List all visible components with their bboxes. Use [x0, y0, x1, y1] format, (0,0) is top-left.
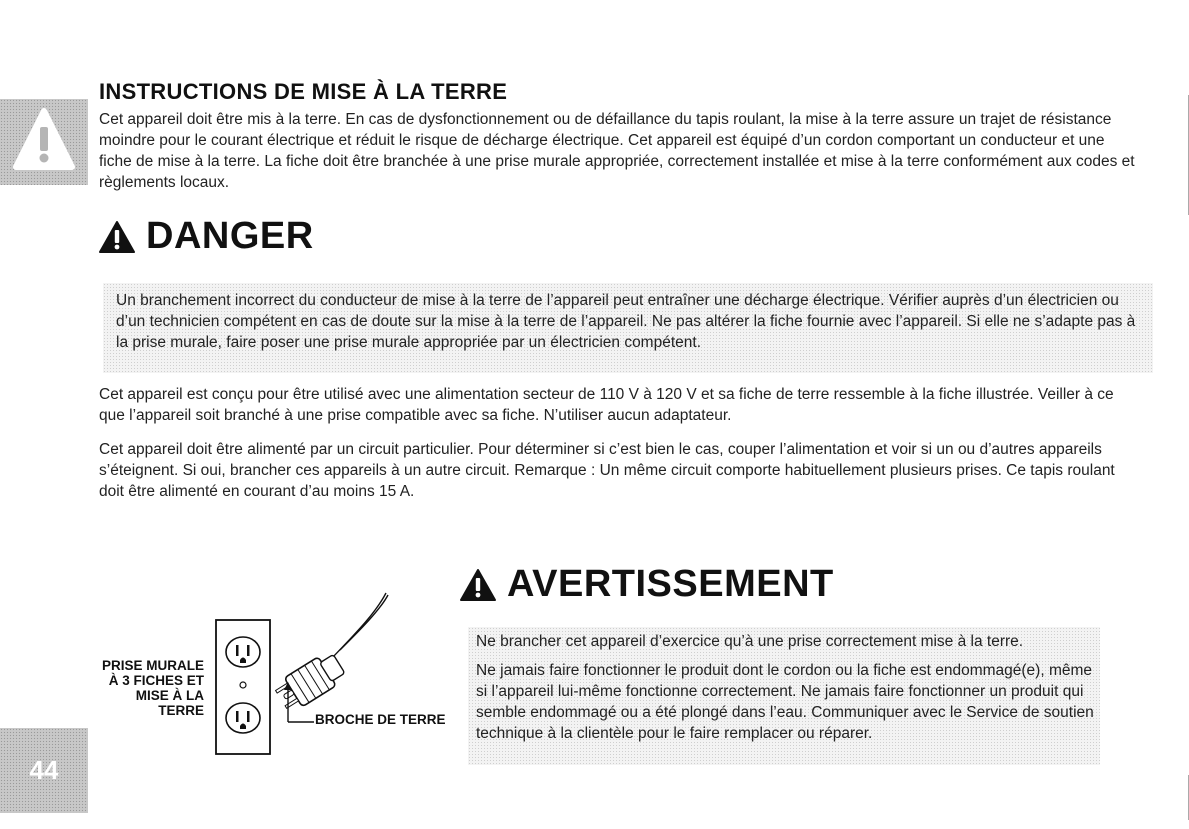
page-number: 44	[29, 755, 59, 785]
danger-title	[98, 215, 314, 258]
warning-triangle-icon	[0, 99, 88, 185]
warning-title	[459, 563, 834, 606]
side-warning-tab	[0, 99, 88, 185]
section-heading: INSTRUCTIONS DE MISE À LA TERRE	[99, 79, 508, 104]
warning-line-2: Ne jamais faire fonctionner le produit dont le cordon ou la fiche est endommagé(e), même si l’appareil lui-même fonctionne correctement. Ne jamais faire fonctionner un produit qui semble endommagé ou a été plongé dans l’eau. Communiquer avec le Service de soutien technique à la clientèle pour le faire remplacer ou réparer.	[476, 662, 1094, 742]
power-paragraph-2: Cet appareil doit être alimenté par un circuit particulier. Pour déterminer si c’est bien le cas, couper l’alimentation et voir si un ou d’autres appareils s’éteignent. Si oui, brancher ces appareils à un autre circuit. Remarque : Un même circuit comporte habituellement plusieurs prises. Ce tapis roulant doit être alimenté en courant d’au moins 15 A.	[99, 441, 1115, 500]
warning-triangle-icon	[459, 568, 497, 602]
danger-text: Un branchement incorrect du conducteur de mise à la terre de l’appareil peut entraîner une décharge électrique. Vérifier auprès d’un électricien ou d’un technicien compétent en cas de doute sur la mise à la terre de l’appareil. Ne pas altérer la fiche fournie avec l’appareil. Si elle ne s’adapte pas à la prise murale, faire poser une prise murale appropriée par un électricien compétent.	[116, 292, 1136, 351]
grounding-paragraph: Cet appareil doit être mis à la terre. En cas de dysfonctionnement ou de défaillance du tapis roulant, la mise à la terre assure un trajet de résistance moindre pour le courant électrique et réduit le risque de décharge électrique. Cet appareil est équipé d’un cordon comportant un conducteur et une fiche de mise à la terre. La fiche doit être branchée à une prise murale appropriée, correctement installée et mise à la terre conformément aux codes et règlements locaux.	[99, 111, 1135, 191]
outlet-plug-illustration	[210, 590, 450, 765]
power-paragraph-1: Cet appareil est conçu pour être utilisé avec une alimentation secteur de 110 V à 120 V et sa fiche de terre ressemble à la fiche illustrée. Veiller à ce que l’appareil soit branché à une prise compatible avec sa fiche. N’utiliser aucun adaptateur.	[99, 386, 1114, 424]
warning-triangle-icon	[98, 220, 136, 254]
danger-title-text: DANGER	[146, 215, 314, 257]
warning-line-1: Ne brancher cet appareil d’exercice qu’à une prise correctement mise à la terre.	[476, 633, 1024, 650]
warning-title-text: AVERTISSEMENT	[507, 563, 834, 605]
ground-pin-label: BROCHE DE TERRE	[315, 712, 446, 727]
outlet-label: PRISE MURALE À 3 FICHES ET MISE À LA TERRE	[101, 658, 204, 718]
